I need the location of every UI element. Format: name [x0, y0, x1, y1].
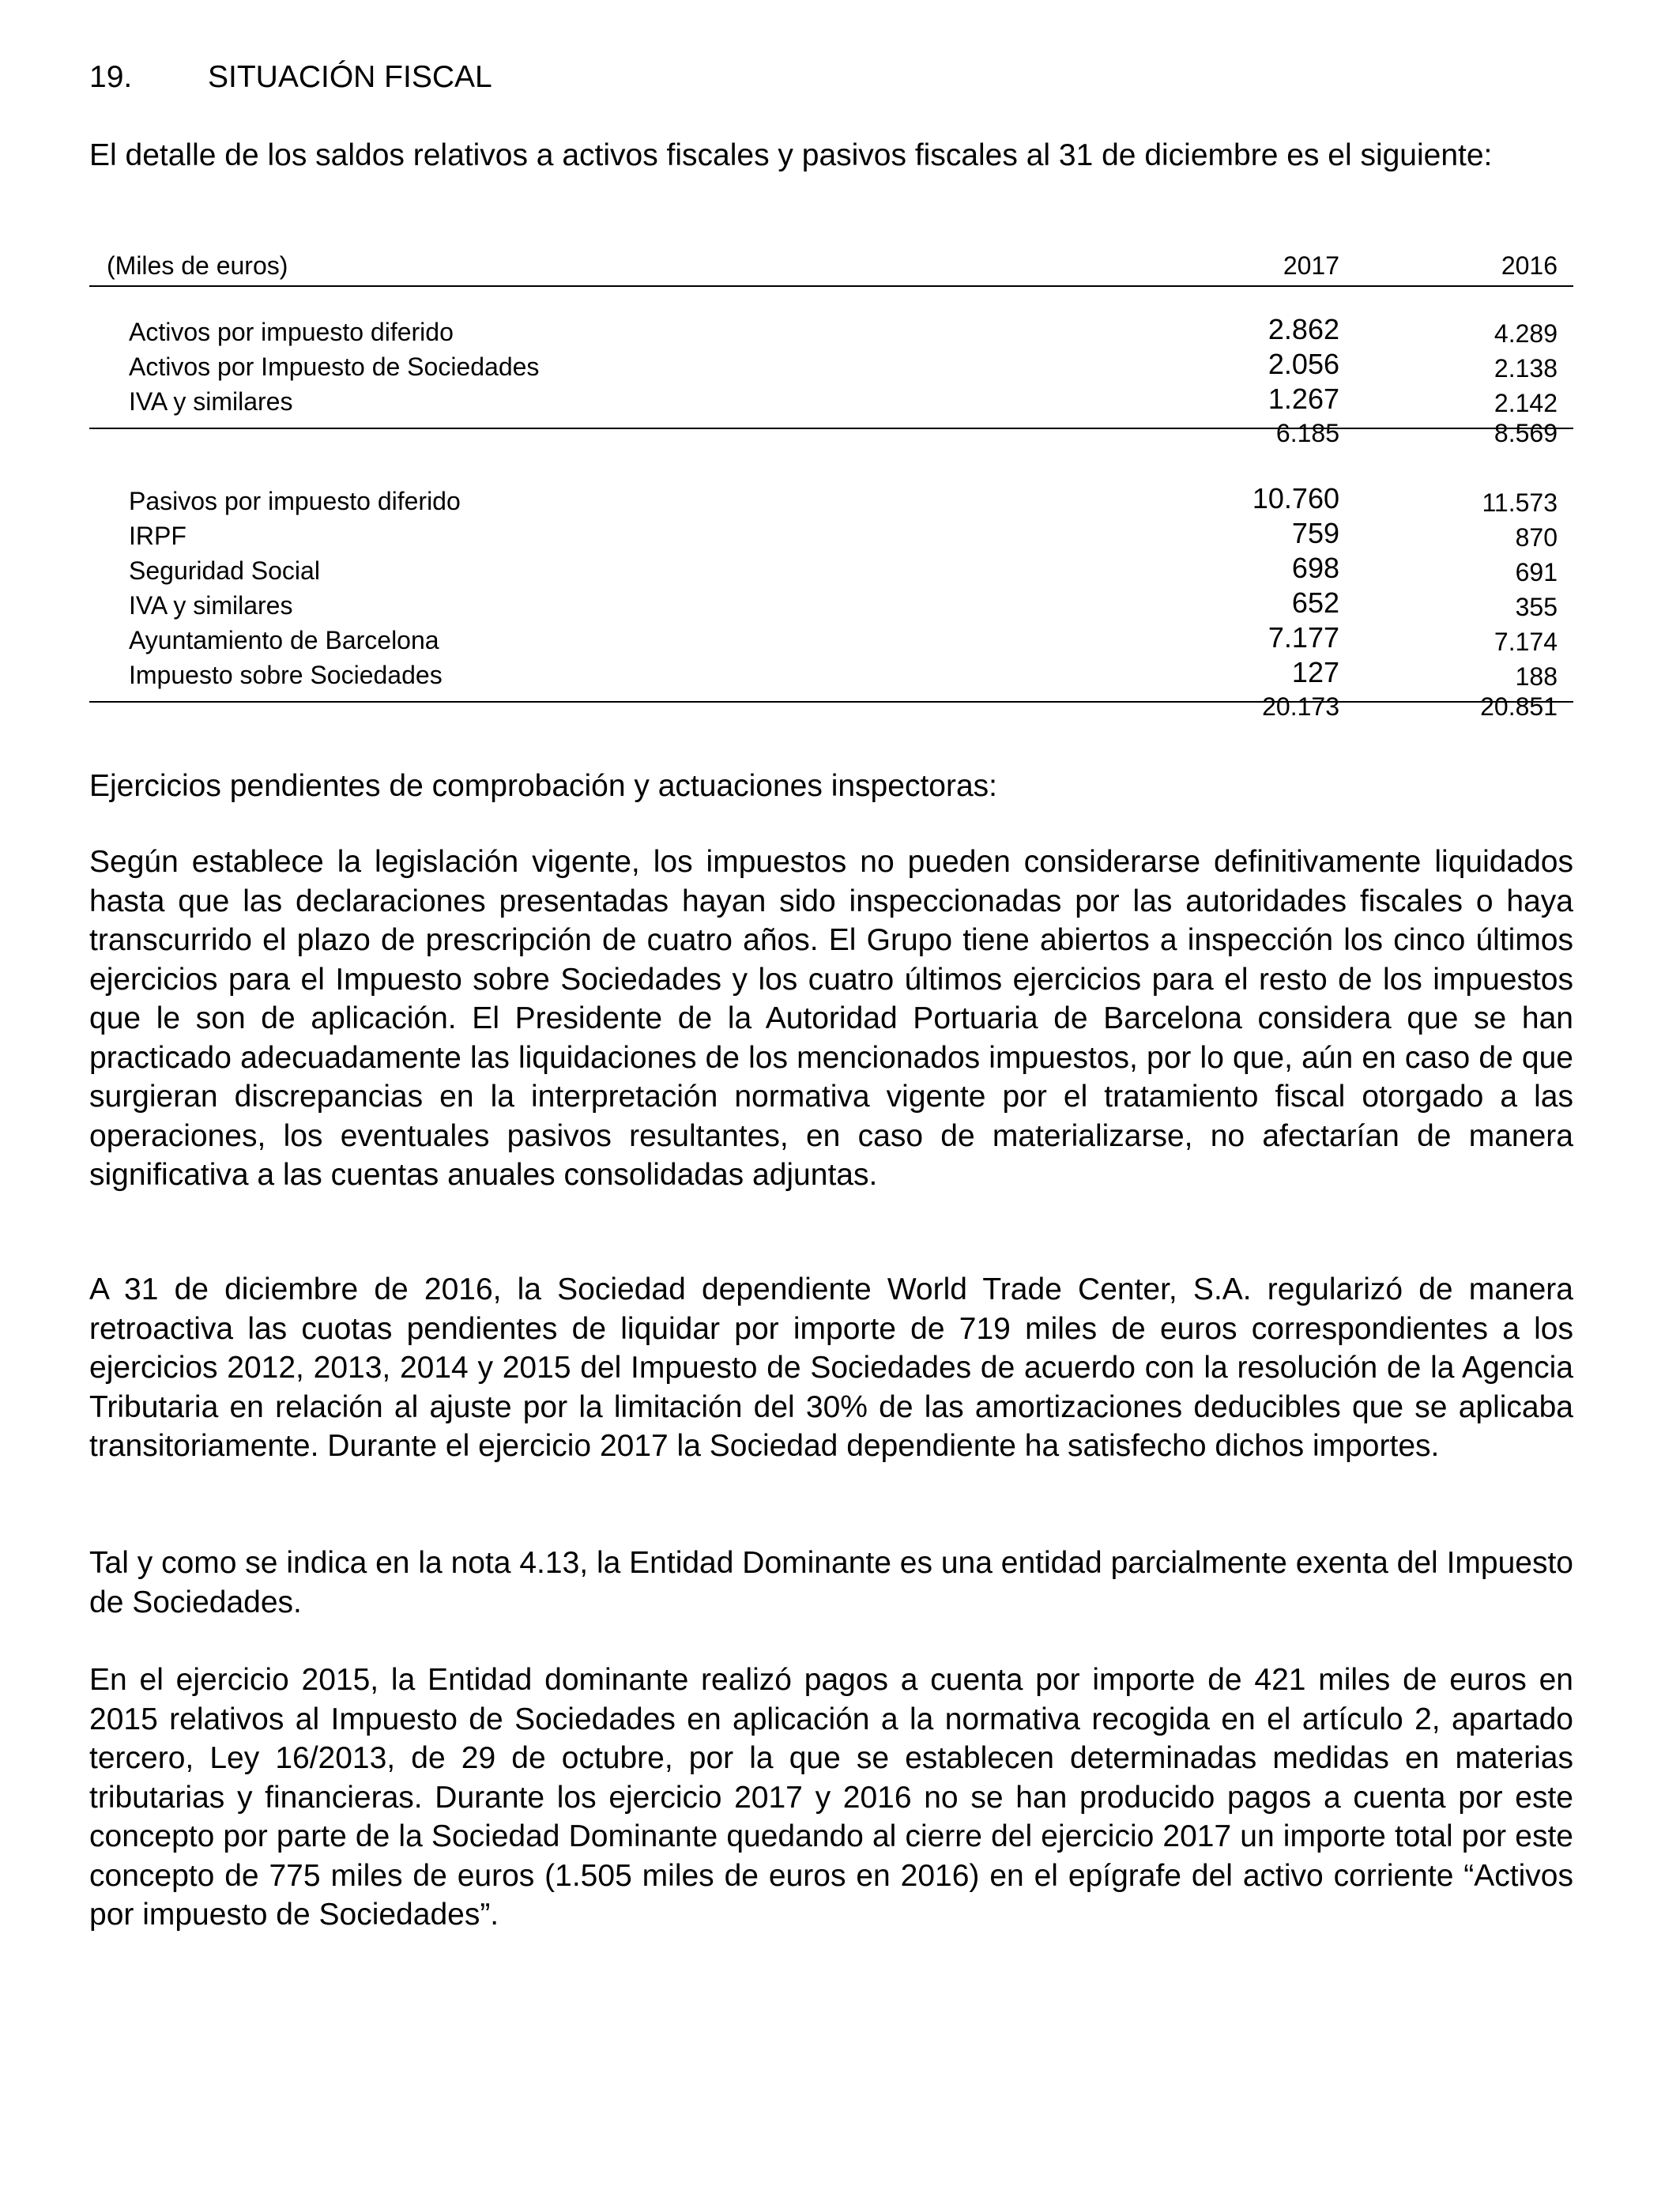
value-2017: 2.862 — [1268, 313, 1339, 345]
body-paragraph: Tal y como se indica en la nota 4.13, la Entidad Dominante es una entidad parcialmente exenta del Impuesto de Sociedades. — [89, 1546, 1573, 1619]
assets-total-2017: 6.185 — [1275, 419, 1339, 447]
table-row — [89, 482, 1573, 517]
value-2016: 4.289 — [1494, 319, 1558, 348]
value-2017: 698 — [1291, 552, 1339, 584]
row-label: IVA y similares — [129, 591, 293, 620]
row-label: Ayuntamiento de Barcelona — [129, 626, 439, 654]
value-2016: 188 — [1515, 662, 1558, 691]
units-label: (Miles de euros) — [107, 251, 288, 280]
row-label: Seguridad Social — [129, 556, 320, 585]
liabilities-total-2017: 20.173 — [1262, 692, 1339, 721]
value-2016: 691 — [1515, 558, 1558, 586]
table-row — [89, 383, 1573, 417]
section-heading — [89, 60, 492, 95]
row-label: Activos por impuesto diferido — [129, 318, 454, 346]
value-2017: 10.760 — [1252, 482, 1339, 515]
value-2017: 759 — [1291, 517, 1339, 549]
table-row — [89, 313, 1573, 348]
table-row — [89, 656, 1573, 691]
value-2017: 127 — [1291, 656, 1339, 688]
subheading: Ejercicios pendientes de comprobación y actuaciones inspectoras: — [89, 769, 997, 803]
value-2017: 7.177 — [1268, 621, 1339, 654]
value-2016: 2.142 — [1494, 389, 1558, 417]
column-2016-header: 2016 — [1501, 251, 1558, 280]
column-2017-header: 2017 — [1283, 251, 1339, 280]
value-2017: 652 — [1291, 586, 1339, 619]
assets-total-2016: 8.569 — [1494, 419, 1558, 447]
assets-total-row — [89, 417, 1573, 449]
value-2016: 2.138 — [1494, 354, 1558, 383]
body-paragraph: A 31 de diciembre de 2016, la Sociedad dependiente World Trade Center, S.A. regularizó de manera retroactiva las cuotas pendientes de liquidar por importe de 719 miles de euros correspondientes a los ejercicios 2012, 2013, 2014 y 2015 del Impuesto de Sociedades de acuerdo con la resolución de la Agencia Tributaria en relación al ajuste por la limitación del 30% de las amortizaciones deducibles que se aplicaba transitoriamente. Durante el ejercicio 2017 la Sociedad dependiente ha satisfecho dichos importes. — [89, 1272, 1573, 1463]
value-2016: 11.573 — [1482, 488, 1558, 517]
value-2016: 355 — [1515, 593, 1558, 621]
value-2016: 870 — [1515, 523, 1558, 552]
table-row — [89, 517, 1573, 552]
liabilities-total-2016: 20.851 — [1480, 692, 1558, 721]
section-number: 19. — [89, 60, 133, 94]
row-label: IVA y similares — [129, 387, 293, 416]
intro-paragraph: El detalle de los saldos relativos a activos fiscales y pasivos fiscales al 31 de diciembre es el siguiente: — [89, 138, 1493, 172]
value-2017: 1.267 — [1268, 383, 1339, 415]
row-label: Pasivos por impuesto diferido — [129, 487, 461, 515]
liabilities-total-row — [89, 691, 1573, 722]
table-row — [89, 621, 1573, 656]
table-row — [89, 586, 1573, 621]
section-title: SITUACIÓN FISCAL — [208, 60, 492, 94]
value-2017: 2.056 — [1268, 348, 1339, 380]
row-label: Impuesto sobre Sociedades — [129, 661, 443, 689]
table-header-row — [89, 251, 1573, 286]
header-rule — [89, 285, 1573, 287]
row-label: Activos por Impuesto de Sociedades — [129, 352, 540, 381]
body-paragraph: Según establece la legislación vigente, los impuestos no pueden considerarse definitivamente liquidados hasta que las declaraciones presentadas hayan sido inspeccionadas por las autoridades fiscales o haya transcurrido el plazo de prescripción de cuatro años. El Grupo tiene abiertos a inspección los cinco últimos ejercicios para el Impuesto sobre Sociedades y los cuatro últimos ejercicios para el resto de los impuestos que le son de aplicación. El Presidente de la Autoridad Portuaria de Barcelona considera que se han practicado adecuadamente las liquidaciones de los mencionados impuestos, por lo que, aún en caso de que surgieran discrepancias en la interpretación normativa vigente por el tratamiento fiscal otorgado a las operaciones, los eventuales pasivos resultantes, en caso de materializarse, no afectarían de manera significativa a las cuentas anuales consolidadas adjuntas. — [89, 845, 1573, 1192]
row-label: IRPF — [129, 522, 186, 550]
table-row — [89, 348, 1573, 383]
tax-balances-table — [89, 251, 1573, 722]
table-row — [89, 552, 1573, 586]
value-2016: 7.174 — [1494, 628, 1558, 656]
body-paragraph: En el ejercicio 2015, la Entidad dominante realizó pagos a cuenta por importe de 421 miles de euros en 2015 relativos al Impuesto de Sociedades en aplicación a la normativa recogida en el artículo 2, apartado tercero, Ley 16/2013, de 29 de octubre, por la que se establecen determinadas medidas en materias tributarias y financieras. Durante los ejercicio 2017 y 2016 no se han producido pagos a cuenta por este concepto por parte de la Sociedad Dominante quedando al cierre del ejercicio 2017 un importe total por este concepto de 775 miles de euros (1.505 miles de euros en 2016) en el epígrafe del activo corriente “Activos por impuesto de Sociedades”. — [89, 1663, 1573, 1932]
